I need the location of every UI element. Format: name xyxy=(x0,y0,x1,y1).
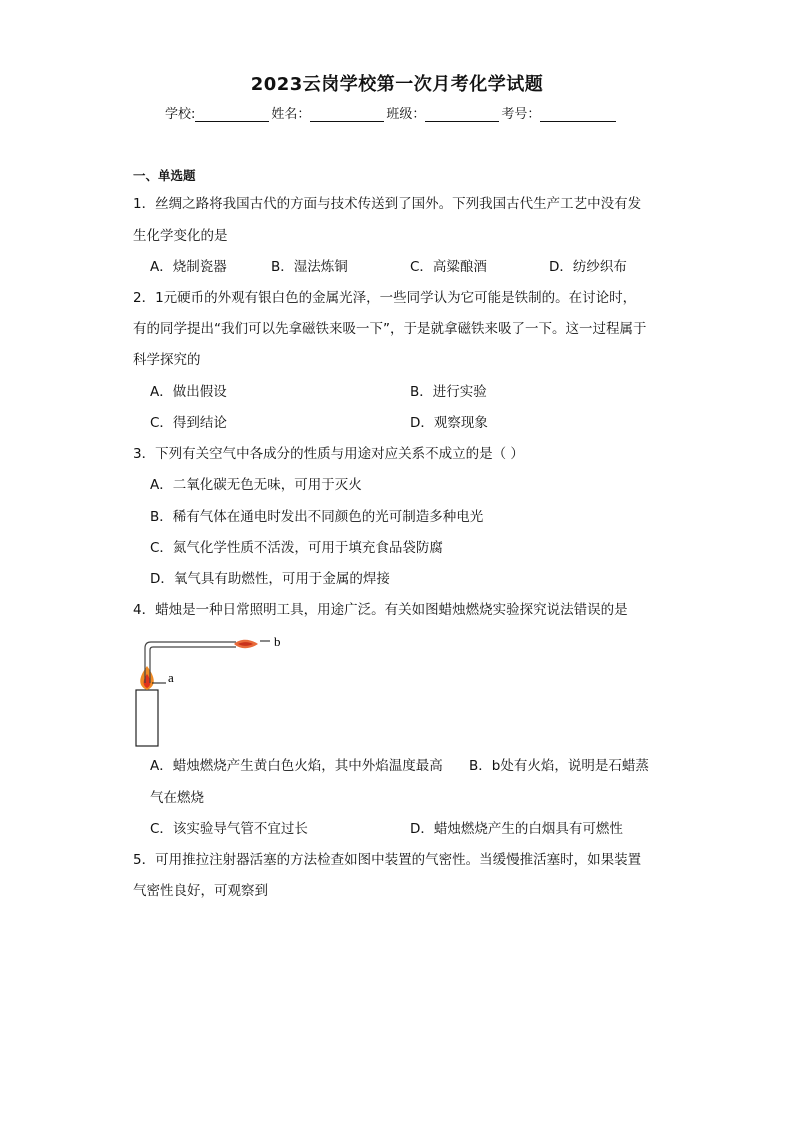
q2-option-b[interactable]: B．进行实验 xyxy=(410,384,487,400)
class-label: 班级： xyxy=(386,107,426,122)
q4-option-d[interactable]: D．蜡烛燃烧产生的白烟具有可燃性 xyxy=(410,821,623,837)
q1-stem-line1: 1．丝绸之路将我国古代的方面与技术传送到了国外。下列我国古代生产工艺中没有发 xyxy=(133,196,642,212)
q4-option-c[interactable]: C．该实验导气管不宜过长 xyxy=(150,821,308,837)
q3-option-b[interactable]: B．稀有气体在通电时发出不同颜色的光可制造多种电光 xyxy=(150,509,484,525)
q2-stem-line1: 2．1元硬币的外观有银白色的金属光泽，一些同学认为它可能是铁制的。在讨论时， xyxy=(133,290,637,306)
q1-option-c[interactable]: C．高粱酿酒 xyxy=(410,259,487,275)
q4-option-b-cont: 气在燃烧 xyxy=(150,790,204,806)
q2-option-d[interactable]: D．观察现象 xyxy=(410,415,488,431)
q4-option-a[interactable]: A．蜡烛燃烧产生黄白色火焰，其中外焰温度最高 xyxy=(150,758,443,774)
label-a: a xyxy=(168,670,174,685)
q2-option-c[interactable]: C．得到结论 xyxy=(150,415,227,431)
q1-option-b[interactable]: B．湿法炼铜 xyxy=(271,259,348,275)
section-heading: 一、单选题 xyxy=(133,168,196,183)
q3-stem: 3．下列有关空气中各成分的性质与用途对应关系不成立的是（ ） xyxy=(133,446,524,462)
q5-stem-line1: 5．可用推拉注射器活塞的方法检查如图中装置的气密性。当缓慢推活塞时，如果装置 xyxy=(133,852,642,868)
q3-option-c[interactable]: C．氮气化学性质不活泼，可用于填充食品袋防腐 xyxy=(150,540,443,556)
q1-option-a[interactable]: A．烧制瓷器 xyxy=(150,259,227,275)
class-field[interactable] xyxy=(425,107,499,122)
q4-stem: 4．蜡烛是一种日常照明工具，用途广泛。有关如图蜡烛燃烧实验探究说法错误的是 xyxy=(133,602,628,618)
q1-option-d[interactable]: D．纺纱织布 xyxy=(549,259,627,275)
q5-stem-line2: 气密性良好，可观察到 xyxy=(133,883,268,899)
q2-stem-line3: 科学探究的 xyxy=(133,352,201,368)
name-label: 姓名： xyxy=(271,107,311,122)
student-info-row xyxy=(165,103,618,122)
school-field[interactable] xyxy=(195,107,269,122)
q2-option-a[interactable]: A．做出假设 xyxy=(150,384,227,400)
candle-experiment-figure xyxy=(128,628,298,748)
q2-stem-line2: 有的同学提出“我们可以先拿磁铁来吸一下”，于是就拿磁铁来吸了一下。这一过程属于 xyxy=(133,321,647,337)
candle-body xyxy=(136,690,158,746)
q3-option-d[interactable]: D．氧气具有助燃性，可用于金属的焊接 xyxy=(150,571,390,587)
exam-number-field[interactable] xyxy=(540,107,616,122)
name-field[interactable] xyxy=(310,107,384,122)
label-b: b xyxy=(274,634,281,649)
exam-number-label: 考号： xyxy=(501,107,541,122)
q4-option-b[interactable]: B．b处有火焰，说明是石蜡蒸 xyxy=(469,758,649,774)
school-label: 学校: xyxy=(165,107,196,122)
q1-stem-line2: 生化学变化的是 xyxy=(133,228,228,244)
page-title: 2023云岗学校第一次月考化学试题 xyxy=(250,74,544,95)
glass-tube xyxy=(145,642,236,683)
q3-option-a[interactable]: A．二氧化碳无色无味，可用于灭火 xyxy=(150,477,362,493)
